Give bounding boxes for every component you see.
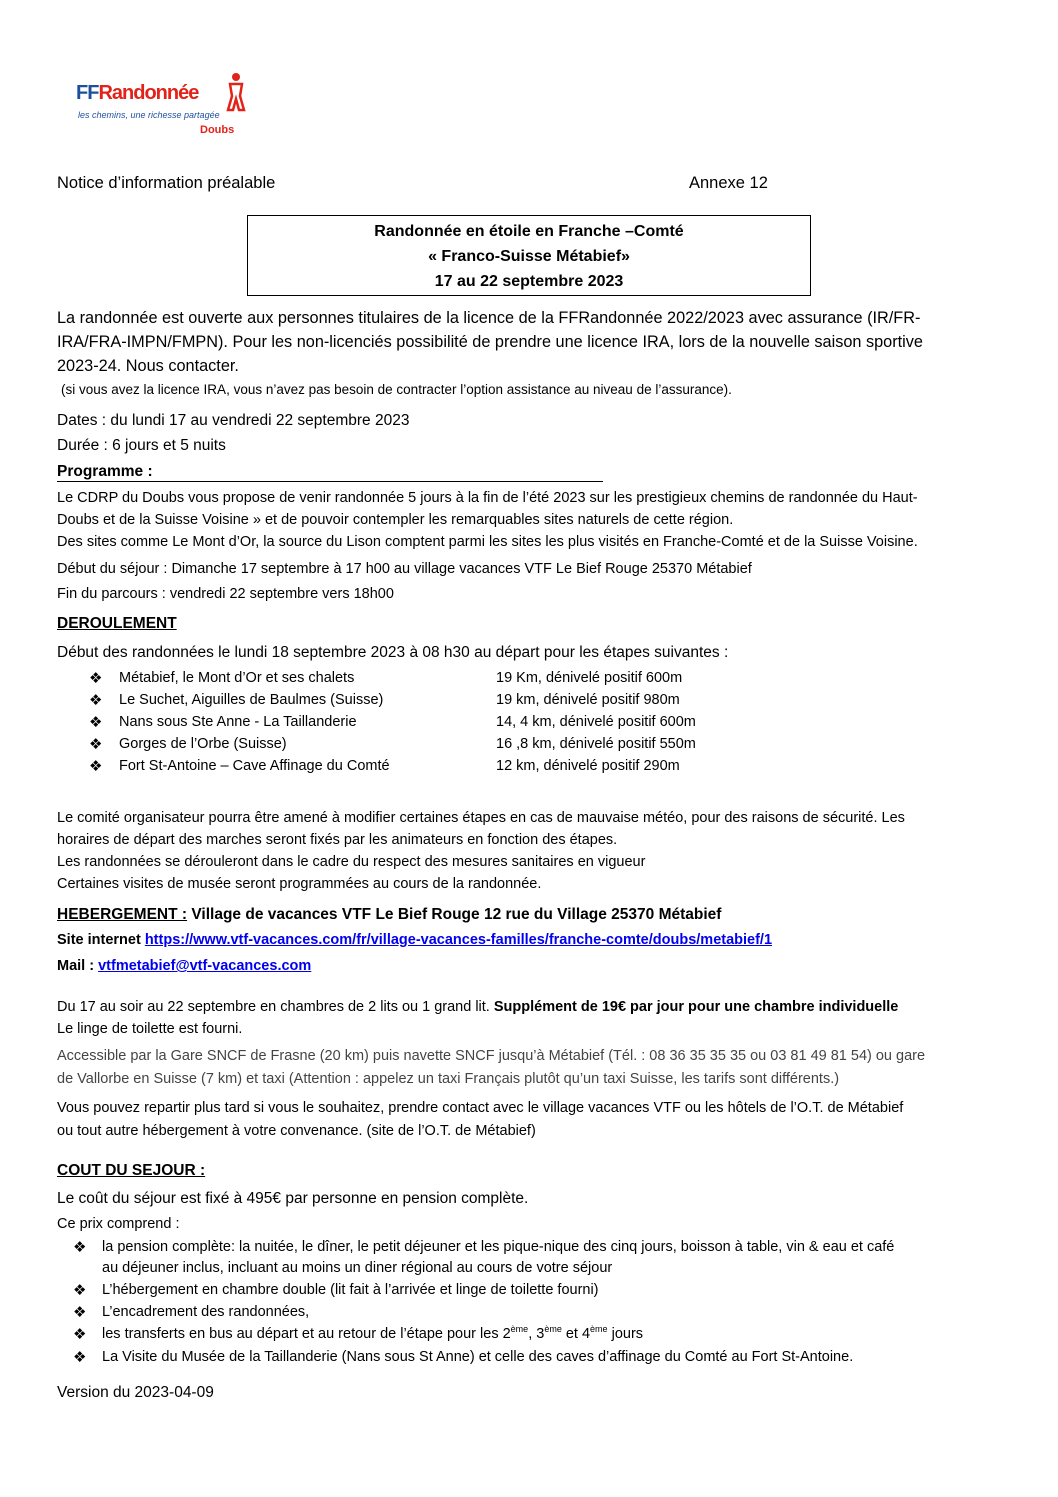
bullet-icon: ❖	[89, 670, 103, 687]
annex-label: Annexe 12	[689, 174, 768, 192]
repartir-line-2: ou tout autre hébergement à votre convenance. (site de l’O.T. de Métabief)	[57, 1123, 536, 1139]
cout-comprend: Ce prix comprend :	[57, 1216, 180, 1232]
etape-name: Fort St-Antoine – Cave Affinage du Comté	[119, 758, 390, 774]
title-box	[247, 215, 811, 296]
bullet-icon: ❖	[73, 1282, 87, 1299]
notice-title: Notice d’information préalable	[57, 174, 276, 192]
bullet-icon: ❖	[89, 736, 103, 753]
mail-link[interactable]: vtfmetabief@vtf-vacances.com	[98, 958, 312, 974]
bullet-icon: ❖	[73, 1239, 87, 1256]
site-line	[57, 932, 772, 948]
intro-line-3: 2023-24. Nous contacter.	[57, 357, 239, 375]
etape-detail: 19 km, dénivelé positif 980m	[496, 692, 680, 708]
deroulement-intro: Début des randonnées le lundi 18 septembre 2023 à 08 h30 au départ pour les étapes suivantes :	[57, 644, 729, 661]
acces-line-1: Accessible par la Gare SNCF de Frasne (20 km) puis navette SNCF jusqu’à Métabief (Tél. : 08 36 35 35 35 ou 03 81 49 81 54) ou gare	[57, 1048, 926, 1064]
etape-name: Gorges de l’Orbe (Suisse)	[119, 736, 287, 752]
duree-line: Durée : 6 jours et 5 nuits	[57, 437, 226, 454]
mail-line	[57, 958, 311, 974]
logo-region: Doubs	[200, 124, 235, 136]
programme-fin: Fin du parcours : vendredi 22 septembre vers 18h00	[57, 586, 394, 602]
cout-item-text: jours	[607, 1326, 644, 1342]
supplement-text: Supplément de 19€ par jour pour une chambre individuelle	[493, 999, 899, 1015]
etape-name: Le Suchet, Aiguilles de Baulmes (Suisse)	[119, 692, 384, 708]
dates-line: Dates : du lundi 17 au vendredi 22 septembre 2023	[57, 412, 410, 429]
title-line-1: Randonnée en étoile en Franche –Comté	[374, 223, 684, 240]
programme-heading: Programme :	[57, 463, 603, 482]
hebergement-address: Village de vacances VTF Le Bief Rouge 12 rue du Village 25370 Métabief	[187, 906, 722, 923]
etape-detail: 12 km, dénivelé positif 290m	[496, 758, 680, 774]
logo-wordmark: FFRandonnée	[76, 82, 199, 104]
site-link[interactable]: https://www.vtf-vacances.com/fr/village-vacances-familles/franche-comte/doubs/metabief/1	[144, 932, 773, 948]
cout-item: La Visite du Musée de la Taillanderie (Nans sous St Anne) et celle des caves d’affinage du Comté au Fort St-Antoine.	[102, 1349, 854, 1365]
bullet-icon: ❖	[89, 714, 103, 731]
cout-item	[102, 1326, 643, 1342]
chambres-line	[57, 999, 898, 1015]
title-line-2: « Franco-Suisse Métabief»	[428, 248, 630, 265]
repartir-line-1: Vous pouvez repartir plus tard si vous le souhaitez, prendre contact avec le village vacances VTF ou les hôtels de l’O.T. de Métabief	[57, 1100, 904, 1116]
bullet-icon: ❖	[73, 1304, 87, 1321]
bullet-icon: ❖	[73, 1349, 87, 1366]
hebergement-heading: HEBERGEMENT :	[57, 906, 188, 923]
etape-name: Métabief, le Mont d’Or et ses chalets	[119, 670, 355, 686]
deroulement-heading: DEROULEMENT	[57, 615, 177, 632]
programme-debut: Début du séjour : Dimanche 17 septembre à 17 h00 au village vacances VTF Le Bief Rouge 25370 Métabief	[57, 561, 752, 577]
hiker-icon	[224, 72, 248, 112]
cout-item: L’hébergement en chambre double (lit fait à l’arrivée et linge de toilette fourni)	[102, 1282, 599, 1298]
mail-label: Mail :	[57, 958, 99, 974]
site-label: Site internet	[57, 932, 141, 948]
comite-line-3: Les randonnées se dérouleront dans le cadre du respect des mesures sanitaires en vigueur	[57, 854, 646, 870]
etape-detail: 16 ,8 km, dénivelé positif 550m	[496, 736, 696, 752]
etape-name: Nans sous Ste Anne - La Taillanderie	[119, 714, 357, 730]
cout-prix: Le coût du séjour est fixé à 495€ par personne en pension complète.	[57, 1190, 529, 1207]
ordinal-suffix: ème	[510, 1324, 529, 1334]
cout-item-text: , 3	[528, 1326, 545, 1342]
version-line: Version du 2023-04-09	[57, 1384, 214, 1401]
ordinal-suffix: ème	[544, 1324, 562, 1334]
cout-item: la pension complète: la nuitée, le dîner, le petit déjeuner et les pique-nique des cinq jours, boisson à table, vin & eau et café	[102, 1239, 895, 1255]
cout-item-text: les transferts en bus au départ et au retour de l’étape pour les 2	[102, 1326, 511, 1342]
title-line-3: 17 au 22 septembre 2023	[434, 273, 624, 290]
comite-line-4: Certaines visites de musée seront programmées au cours de la randonnée.	[57, 876, 542, 892]
intro-line-1: La randonnée est ouverte aux personnes titulaires de la licence de la FFRandonnée 2022/2023 avec assurance (IR/FR-	[57, 309, 921, 327]
cout-heading: COUT DU SEJOUR :	[57, 1162, 206, 1179]
programme-line-3: Des sites comme Le Mont d’Or, la source du Lison comptent parmi les sites les plus visités en Franche-Comté et de la Suisse Voisine.	[57, 534, 918, 550]
programme-line-1: Le CDRP du Doubs vous propose de venir randonnée 5 jours à la fin de l’été 2023 sur les prestigieux chemins de randonnée du Haut-	[57, 490, 918, 506]
chambres-text: Du 17 au soir au 22 septembre en chambres de 2 lits ou 1 grand lit.	[57, 999, 494, 1015]
acces-line-2: de Vallorbe en Suisse (7 km) et taxi (Attention : appelez un taxi Français plutôt qu’un taxi Suisse, les tarifs sont différents.)	[57, 1071, 840, 1087]
intro-line-2: IRA/FRA-IMPN/FMPN). Pour les non-licenciés possibilité de prendre une licence IRA, lors de la nouvelle saison sportive	[57, 333, 923, 351]
bullet-icon: ❖	[89, 758, 103, 775]
etape-detail: 14, 4 km, dénivelé positif 600m	[496, 714, 696, 730]
bullet-icon: ❖	[89, 692, 103, 709]
cout-item-cont: au déjeuner inclus, incluant au moins un diner régional au cours de votre séjour	[102, 1260, 613, 1276]
comite-line-2: horaires de départ des marches seront fixés par les animateurs en fonction des étapes.	[57, 832, 618, 848]
cout-item: L’encadrement des randonnées,	[102, 1304, 310, 1320]
logo-tagline: les chemins, une richesse partagée	[78, 110, 220, 120]
programme-line-2: Doubs et de la Suisse Voisine » et de pouvoir contempler les remarquables sites naturels de cette région.	[57, 512, 734, 528]
comite-line-1: Le comité organisateur pourra être amené à modifier certaines étapes en cas de mauvaise météo, pour des raisons de sécurité. Les	[57, 810, 905, 826]
intro-note: (si vous avez la licence IRA, vous n’avez pas besoin de contracter l’option assistance au niveau de l’assurance).	[61, 382, 732, 397]
bullet-icon: ❖	[73, 1326, 87, 1343]
cout-item-text: et 4	[561, 1326, 591, 1342]
etape-detail: 19 Km, dénivelé positif 600m	[496, 670, 683, 686]
ordinal-suffix: ème	[590, 1324, 608, 1334]
linge-line: Le linge de toilette est fourni.	[57, 1021, 243, 1037]
hebergement-line	[57, 906, 721, 924]
ffrandonnee-logo	[76, 72, 246, 136]
